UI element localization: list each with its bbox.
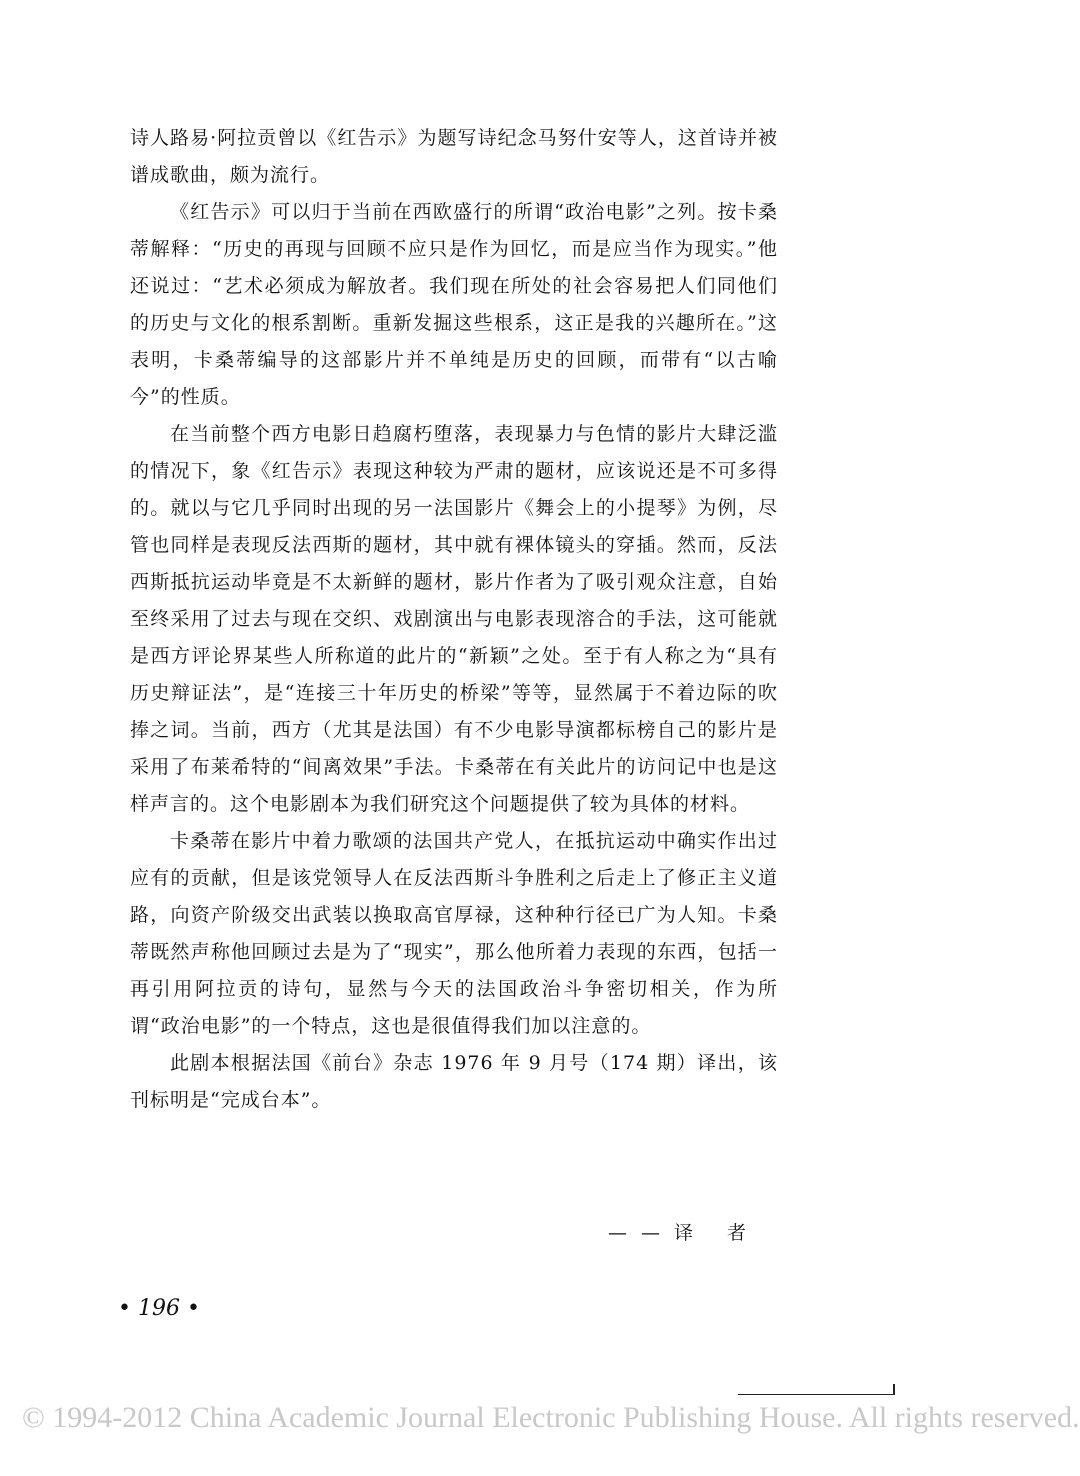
body-text [130, 120, 778, 1119]
footer-rule [738, 1394, 895, 1395]
footer-rule-tick [893, 1384, 895, 1394]
page-number: • 196 • [118, 1296, 200, 1321]
paragraph-5: 此剧本根据法国《前台》杂志 1976 年 9 月号（174 期）译出，该刊标明是“完成台本”。 [130, 1052, 778, 1111]
copyright-watermark: © 1994-2012 China Academic Journal Electronic Publishing House. All rights reserved. [22, 1401, 1080, 1434]
translator-signature: ——译 者 [608, 1222, 761, 1244]
paragraph-1: 诗人路易·阿拉贡曾以《红告示》为题写诗纪念马努什安等人，这首诗并被谱成歌曲，颇为流行。 [130, 127, 778, 186]
paragraph-2: 《红告示》可以归于当前在西欧盛行的所谓“政治电影”之列。按卡桑蒂解释：“历史的再现与回顾不应只是作为回忆，而是应当作为现实。”他还说过：“艺术必须成为解放者。我们现在所处的社会容易把人们同他们的历史与文化的根系割断。重新发掘这些根系，这正是我的兴趣所在。”这表明，卡桑蒂编导的这部影片并不单纯是历史的回顾，而带有“以古喻今”的性质。 [130, 201, 778, 408]
paragraph-3: 在当前整个西方电影日趋腐朽堕落，表现暴力与色情的影片大肆泛滥的情况下，象《红告示》表现这种较为严肃的题材，应该说还是不可多得的。就以与它几乎同时出现的另一法国影片《舞会上的小提琴》为例，尽管也同样是表现反法西斯的题材，其中就有裸体镜头的穿插。然而，反法西斯抵抗运动毕竟是不太新鲜的题材，影片作者为了吸引观众注意，自始至终采用了过去与现在交织、戏剧演出与电影表现溶合的手法，这可能就是西方评论界某些人所称道的此片的“新颖”之处。至于有人称之为“具有历史辩证法”，是“连接三十年历史的桥梁”等等，显然属于不着边际的吹捧之词。当前，西方（尤其是法国）有不少电影导演都标榜自己的影片是采用了布莱希特的“间离效果”手法。卡桑蒂在有关此片的访问记中也是这样声言的。这个电影剧本为我们研究这个问题提供了较为具体的材料。 [130, 423, 778, 815]
paragraph-4: 卡桑蒂在影片中着力歌颂的法国共产党人，在抵抗运动中确实作出过应有的贡献，但是该党领导人在反法西斯斗争胜利之后走上了修正主义道路，向资产阶级交出武装以换取高官厚禄，这种种行径已广为人知。卡桑蒂既然声称他回顾过去是为了“现实”，那么他所着力表现的东西，包括一再引用阿拉贡的诗句，显然与今天的法国政治斗争密切相关，作为所谓“政治电影”的一个特点，这也是很值得我们加以注意的。 [130, 830, 778, 1037]
